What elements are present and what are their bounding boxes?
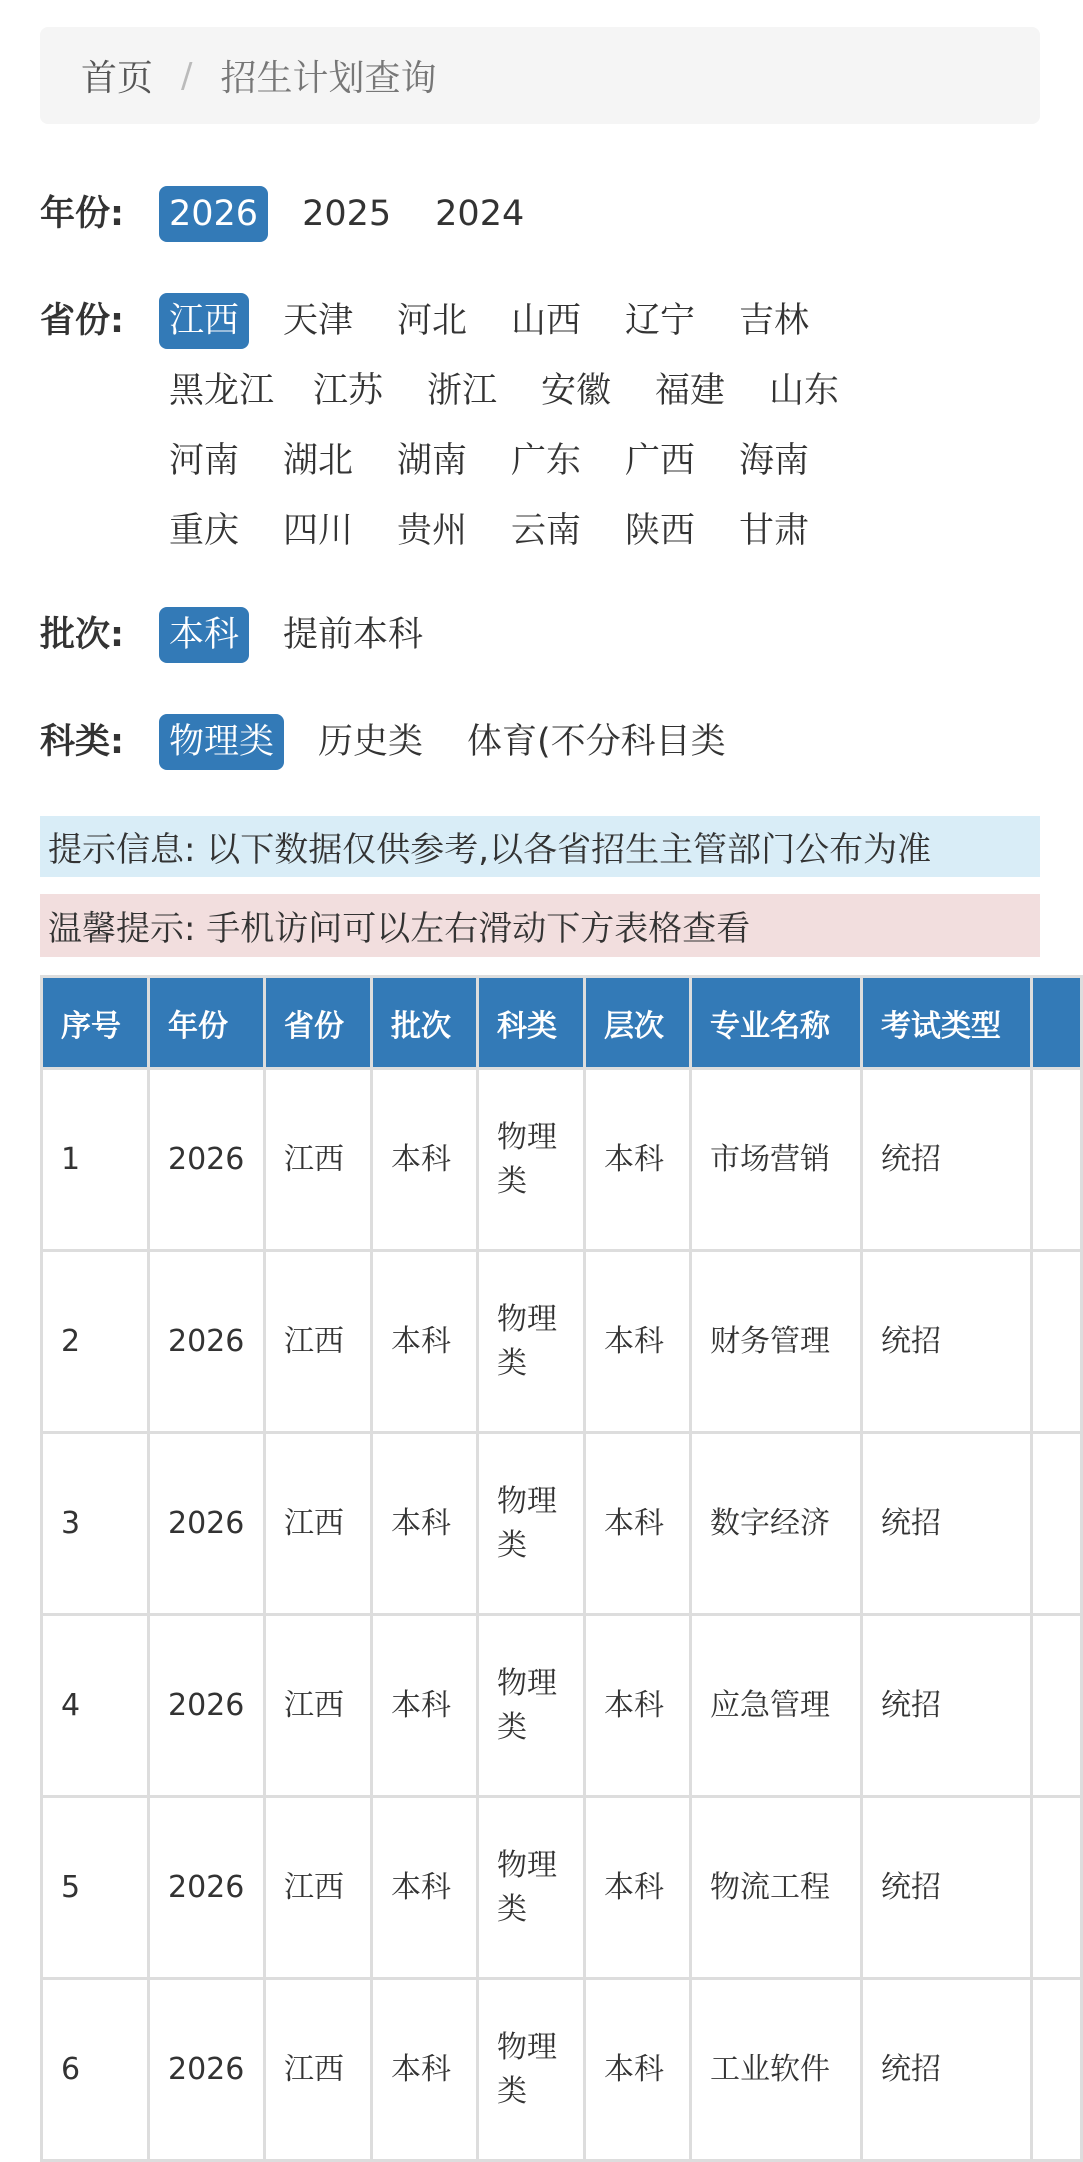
table-cell: 物流工程 [691, 1797, 862, 1979]
category-options [159, 714, 760, 770]
province-option[interactable]: 甘肃 [739, 511, 810, 551]
table-cell: 本科 [585, 1979, 691, 2161]
province-filter-label: 省份: [40, 301, 124, 341]
enrollment-plan-table [40, 975, 1083, 2162]
table-cell: 2026 [149, 1615, 265, 1797]
province-option[interactable]: 陕西 [625, 511, 696, 551]
breadcrumb-current: 招生计划查询 [220, 58, 437, 99]
table-cell: 本科 [372, 1433, 478, 1615]
table-cell: 物理类 [478, 1251, 585, 1433]
table-cell: 江西 [265, 1251, 372, 1433]
table-row [42, 1979, 1082, 2161]
province-option[interactable]: 广西 [625, 441, 696, 481]
table-body [42, 1069, 1082, 2161]
province-option[interactable]: 安徽 [541, 371, 612, 411]
table-cell: 统招 [862, 1615, 1032, 1797]
table-cell: 本科 [585, 1069, 691, 1251]
table-cell: 5 [42, 1797, 149, 1979]
province-option[interactable]: 贵州 [397, 511, 468, 551]
table-cell: 统招 [862, 1069, 1032, 1251]
table-cell: 统招 [862, 1979, 1032, 2161]
table-cell: 物理类 [478, 1797, 585, 1979]
category-option[interactable]: 历史类 [318, 722, 424, 762]
table-cell: 2 [42, 1251, 149, 1433]
year-option[interactable]: 2024 [435, 194, 525, 234]
batch-option[interactable]: 提前本科 [283, 615, 424, 655]
table-cell: 本科 [372, 1615, 478, 1797]
table-cell: 物理类 [478, 1615, 585, 1797]
batch-options [159, 607, 457, 663]
table-cell [1032, 1797, 1082, 1979]
table-cell: 统招 [862, 1797, 1032, 1979]
enrollment-plan-table-container[interactable] [40, 975, 1040, 2109]
table-header-cell [1032, 977, 1082, 1069]
table-cell: 本科 [585, 1433, 691, 1615]
table-row [42, 1433, 1082, 1615]
table-header-cell: 科类 [478, 977, 585, 1069]
table-cell: 4 [42, 1615, 149, 1797]
province-option[interactable]: 天津 [283, 301, 354, 341]
breadcrumb-separator: / [181, 55, 193, 96]
province-option[interactable]: 山西 [511, 301, 582, 341]
table-cell: 本科 [585, 1251, 691, 1433]
table-cell: 江西 [265, 1797, 372, 1979]
table-cell: 江西 [265, 1433, 372, 1615]
table-header-cell: 专业名称 [691, 977, 862, 1069]
table-cell: 江西 [265, 1069, 372, 1251]
category-option[interactable]: 物理类 [159, 714, 284, 770]
batch-option[interactable]: 本科 [159, 607, 249, 663]
province-filter [40, 293, 879, 573]
table-header-cell: 省份 [265, 977, 372, 1069]
year-options [159, 186, 558, 242]
province-option[interactable]: 江西 [159, 293, 249, 349]
table-cell [1032, 1251, 1082, 1433]
table-header-row [42, 977, 1082, 1069]
province-option[interactable]: 湖北 [283, 441, 354, 481]
category-filter-label: 科类: [40, 722, 124, 762]
table-header-cell: 年份 [149, 977, 265, 1069]
province-option[interactable]: 海南 [739, 441, 810, 481]
table-cell: 市场营销 [691, 1069, 862, 1251]
table-row [42, 1251, 1082, 1433]
table-cell: 物理类 [478, 1433, 585, 1615]
table-cell: 3 [42, 1433, 149, 1615]
table-row [42, 1797, 1082, 1979]
province-option[interactable]: 吉林 [739, 301, 810, 341]
table-cell [1032, 1615, 1082, 1797]
province-options [159, 293, 879, 573]
province-option[interactable]: 河北 [397, 301, 468, 341]
table-cell: 2026 [149, 1433, 265, 1615]
info-alert: 提示信息: 以下数据仅供参考,以各省招生主管部门公布为准 [40, 816, 1040, 877]
year-filter-label: 年份: [40, 194, 124, 234]
table-header-cell: 层次 [585, 977, 691, 1069]
batch-filter-label: 批次: [40, 615, 124, 655]
table-cell [1032, 1069, 1082, 1251]
table-cell: 2026 [149, 1797, 265, 1979]
table-cell: 6 [42, 1979, 149, 2161]
table-cell: 2026 [149, 1979, 265, 2161]
table-header-cell: 考试类型 [862, 977, 1032, 1069]
table-cell: 统招 [862, 1433, 1032, 1615]
table-cell: 本科 [585, 1615, 691, 1797]
table-cell: 物理类 [478, 1069, 585, 1251]
category-filter [40, 714, 760, 770]
table-cell [1032, 1979, 1082, 2161]
warning-alert: 温馨提示: 手机访问可以左右滑动下方表格查看 [40, 894, 1040, 957]
table-cell: 2026 [149, 1251, 265, 1433]
table-header-cell: 序号 [42, 977, 149, 1069]
year-option[interactable]: 2025 [302, 194, 392, 234]
table-cell: 本科 [372, 1251, 478, 1433]
province-option[interactable]: 福建 [655, 371, 726, 411]
table-cell: 统招 [862, 1251, 1032, 1433]
table-row [42, 1069, 1082, 1251]
province-option[interactable]: 广东 [511, 441, 582, 481]
table-cell: 本科 [585, 1797, 691, 1979]
province-option[interactable]: 江苏 [313, 371, 384, 411]
province-option[interactable]: 云南 [511, 511, 582, 551]
breadcrumb-home-link[interactable]: 首页 [81, 58, 154, 99]
province-option[interactable]: 辽宁 [625, 301, 696, 341]
province-option[interactable]: 浙江 [427, 371, 498, 411]
table-cell: 本科 [372, 1979, 478, 2161]
province-option[interactable]: 湖南 [397, 441, 468, 481]
table-cell: 本科 [372, 1069, 478, 1251]
province-option[interactable]: 河南 [169, 441, 240, 481]
table-cell: 1 [42, 1069, 149, 1251]
province-option[interactable]: 黑龙江 [169, 371, 275, 411]
table-cell: 江西 [265, 1615, 372, 1797]
table-cell: 本科 [372, 1797, 478, 1979]
batch-filter [40, 607, 457, 663]
year-option[interactable]: 2026 [159, 186, 268, 242]
table-cell: 江西 [265, 1979, 372, 2161]
category-option[interactable]: 体育(不分科目类 [467, 722, 726, 762]
province-option[interactable]: 山东 [769, 371, 840, 411]
table-cell [1032, 1433, 1082, 1615]
table-row [42, 1615, 1082, 1797]
table-cell: 2026 [149, 1069, 265, 1251]
table-cell: 数字经济 [691, 1433, 862, 1615]
table-cell: 工业软件 [691, 1979, 862, 2161]
table-header-cell: 批次 [372, 977, 478, 1069]
table-cell: 应急管理 [691, 1615, 862, 1797]
table-cell: 财务管理 [691, 1251, 862, 1433]
province-option[interactable]: 重庆 [169, 511, 240, 551]
year-filter [40, 186, 558, 242]
table-cell: 物理类 [478, 1979, 585, 2161]
breadcrumb [40, 27, 1040, 124]
province-option[interactable]: 四川 [283, 511, 354, 551]
